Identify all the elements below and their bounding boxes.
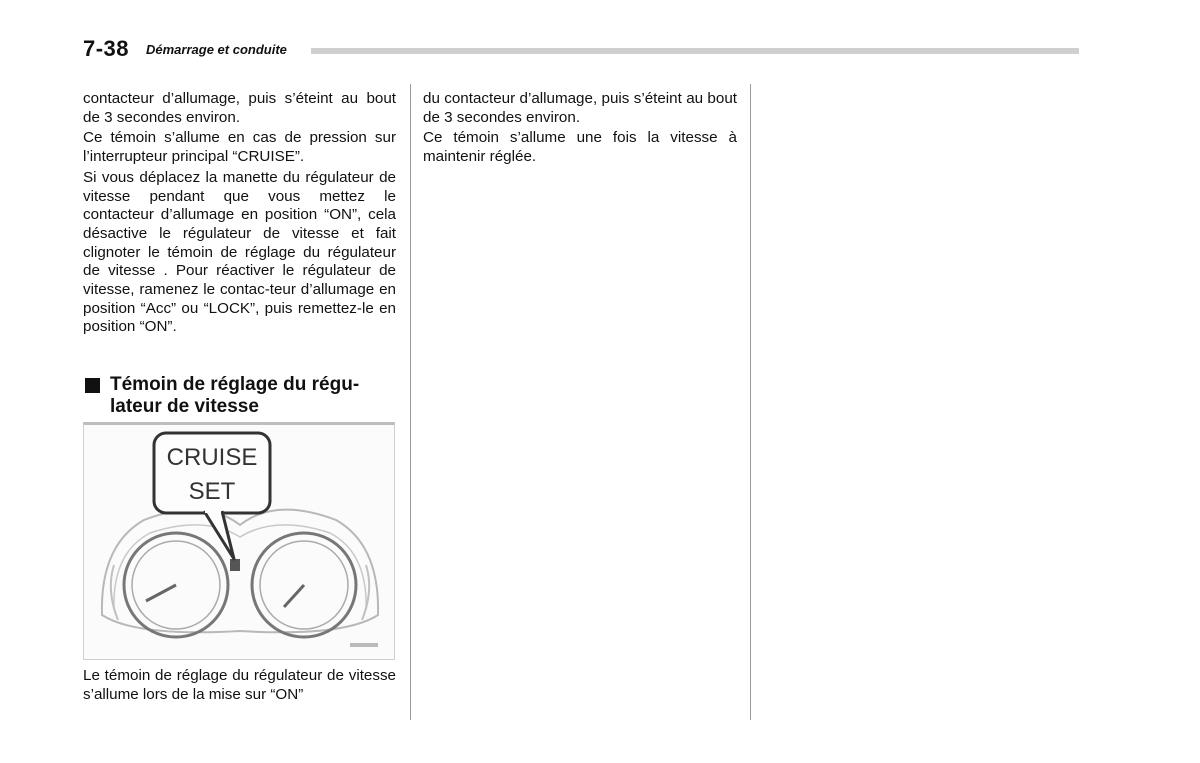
header-rule [311,48,1079,54]
heading-line-1: Témoin de réglage du régu- [110,374,360,395]
figure-reference-mark [350,643,378,647]
page-header [83,36,1079,60]
heading-square-bullet [85,378,100,393]
paragraph: Ce témoin s’allume en cas de pression sur l’interrupteur principal “CRUISE”. [83,129,396,166]
section-title: Démarrage et conduite [146,42,287,57]
instrument-cluster-figure [83,422,395,660]
page-number: 7-38 [83,36,130,61]
callout-line-1: CRUISE [166,444,258,471]
paragraph: Ce témoin s’allume une fois la vitesse à maintenir réglée. [423,129,737,166]
column-1-text [83,90,396,339]
column-divider-right [750,84,751,720]
instrument-cluster-illustration [84,425,396,663]
cruise-set-indicator-light [230,559,240,571]
tachometer-needle [284,585,304,607]
column-divider-left [410,84,411,720]
paragraph: du contacteur d’allumage, puis s’éteint au bout de 3 secondes environ. [423,90,737,126]
column-2-text [423,90,737,169]
speedometer-needle [146,585,176,601]
heading-line-2: lateur de vitesse [110,396,259,417]
callout-line-2: SET [188,478,236,505]
subsection-heading [83,374,403,418]
paragraph: contacteur d’allumage, puis s’éteint au bout de 3 secondes environ. [83,90,396,126]
figure-caption-block [83,667,396,706]
figure-caption: Le témoin de réglage du régulateur de vitesse s’allume lors de la mise sur “ON” [83,667,396,703]
paragraph: Si vous déplacez la manette du régulateur de vitesse pendant que vous mettez le contacteur d’allumage en position “ON”, cela désactive le régulateur de vitesse et fait clignoter le témoin de réglage du régulateur de vitesse . Pour réactiver le régulateur de vitesse, ramenez le contac-teur d’allumage en position “Acc” ou “LOCK”, puis remettez-le en position “ON”. [83,168,396,336]
